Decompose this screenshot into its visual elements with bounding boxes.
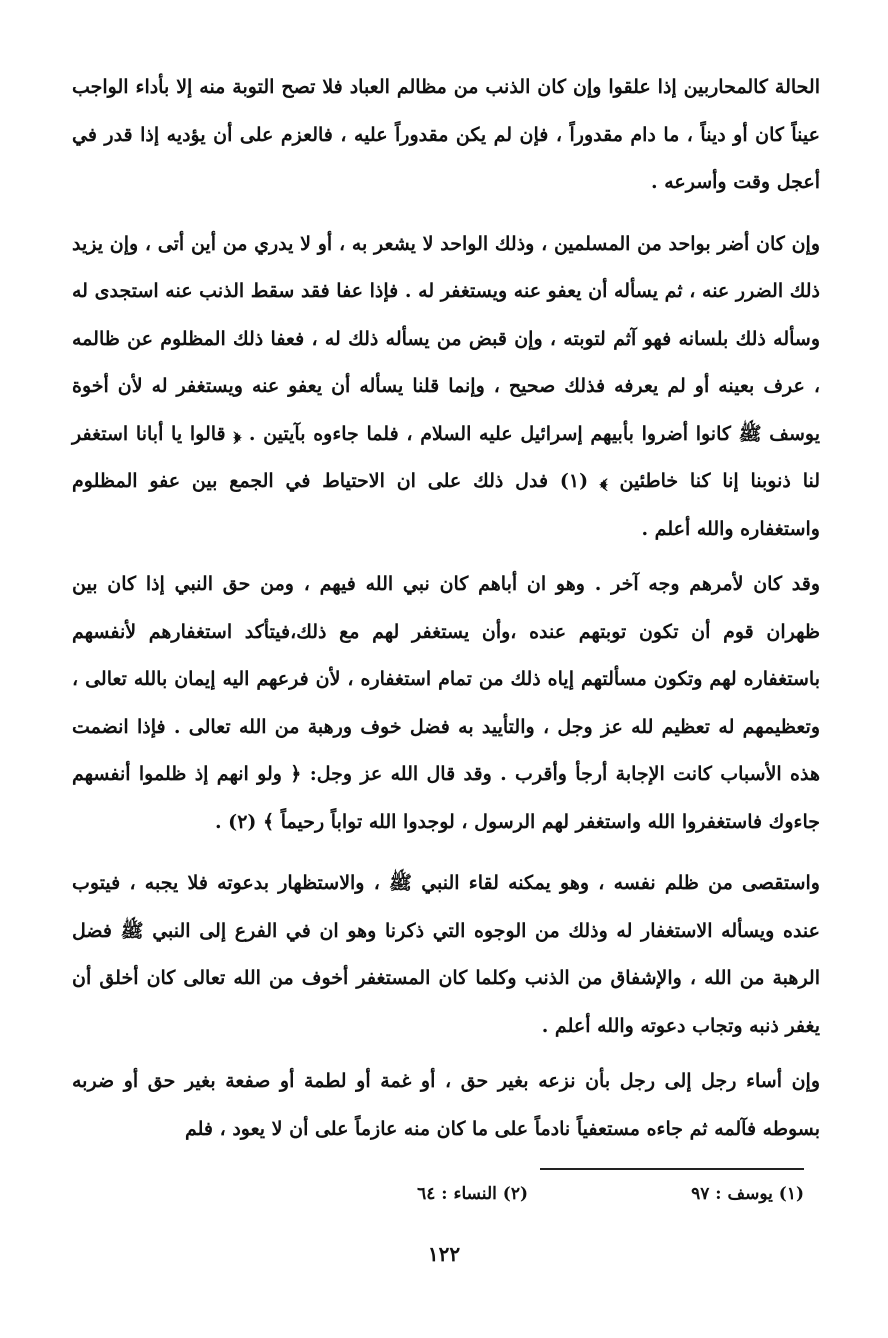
paragraph-2: وإن كان أضر بواحد من المسلمين ، وذلك الواحد لا يشعر به ، أو لا يدري من أين أتى ، وإن يزيد ذلك الضرر عنه ، ثم يسأله أن يعفو عنه ويستغفر له . فإذا عفا فقد سقط الذنب عنه استجدى له وسأله ذلك بلسانه فهو آثم لتوبته ، وإن قبض من يسأله ذلك له ، فعفا ذلك المظلوم عن ظالمه ، عرف بعينه أو لم يعرفه فذلك صحيح ، وإنما قلنا يسأله أن يعفو عنه ويستغفر له لأن أخوة يوسف ﷺ كانوا أضروا بأبيهم إسرائيل عليه السلام ، فلما جاءوه بآيتين . ﴿ قالوا يا أبانا استغفر لنا ذنوبنا إنا كنا خاطئين ﴾ (١) فدل ذلك على ان الاحتياط في الجمع بين عفو المظلوم واستغفاره والله أعلم .: [72, 232, 821, 540]
paragraph-5: وإن أساء رجل إلى رجل بأن نزعه بغير حق ، أو غمة أو لطمة أو صفعة بغير حق أو ضربه بسوطه فآلمه ثم جاءه مستعفياً نادماً على ما كان منه عازماً على أن لا يعود ، فلم: [72, 1070, 820, 1140]
paragraph-3: وقد كان لأمرهم وجه آخر . وهو ان أباهم كان نبي الله فيهم ، ومن حق النبي إذا كان بين ظهران قوم أن تكون توبتهم عنده ،وأن يستغفر لهم مع ذلك،فيتأكد استغفارهم لأنفسهم باستغفاره لهم وتكون مسألتهم إياه ذلك من تمام استغفاره ، لأن فرعهم اليه إيمان بالله تعالى ، وتعظيمهم له تعظيم لله عز وجل ، والتأييد به فضل خوف ورهبة من الله تعالى . فإذا انضمت هذه الأسباب كانت الإجابة أرجأ وأقرب . وقد قال الله عز وجل: ﴿ ولو انهم إذ ظلموا أنفسهم جاءوك فاستغفروا الله واستغفر لهم الرسول ، لوجدوا الله تواباً رحيماً ﴾ (٢) .: [72, 573, 820, 833]
paragraph-1: الحالة كالمحاربين إذا علقوا وإن كان الذنب من مظالم العباد فلا تصح التوبة منه إلا بأداء الواجب عيناً كان أو ديناً ، ما دام مقدوراً ، فإن لم يكن مقدوراً عليه ، فالعزم على أن يؤديه إذا قدر في أعجل وقت وأسرعه .: [72, 76, 820, 193]
footnote-divider: [540, 1168, 804, 1170]
body-text: [72, 64, 820, 1153]
paragraph-4: واستقصى من ظلم نفسه ، وهو يمكنه لقاء النبي ﷺ ، والاستظهار بدعوته فلا يجبه ، فيتوب عنده ويسأله الاستغفار له وذلك من الوجوه التي ذكرنا وهو ان في الفرع إلى النبي ﷺ فضل الرهبة من الله ، والإشفاق من الذنب وكلما كان المستغفر أخوف من الله تعالى كان أخلق أن يغفر ذنبه وتجاب دعوته والله أعلم .: [72, 872, 820, 1037]
footnote-2: (٢) النساء : ٦٤: [417, 1184, 528, 1204]
page-number: ١٢٢: [427, 1242, 461, 1266]
footnote-1: (١) يوسف : ٩٧: [691, 1184, 804, 1204]
